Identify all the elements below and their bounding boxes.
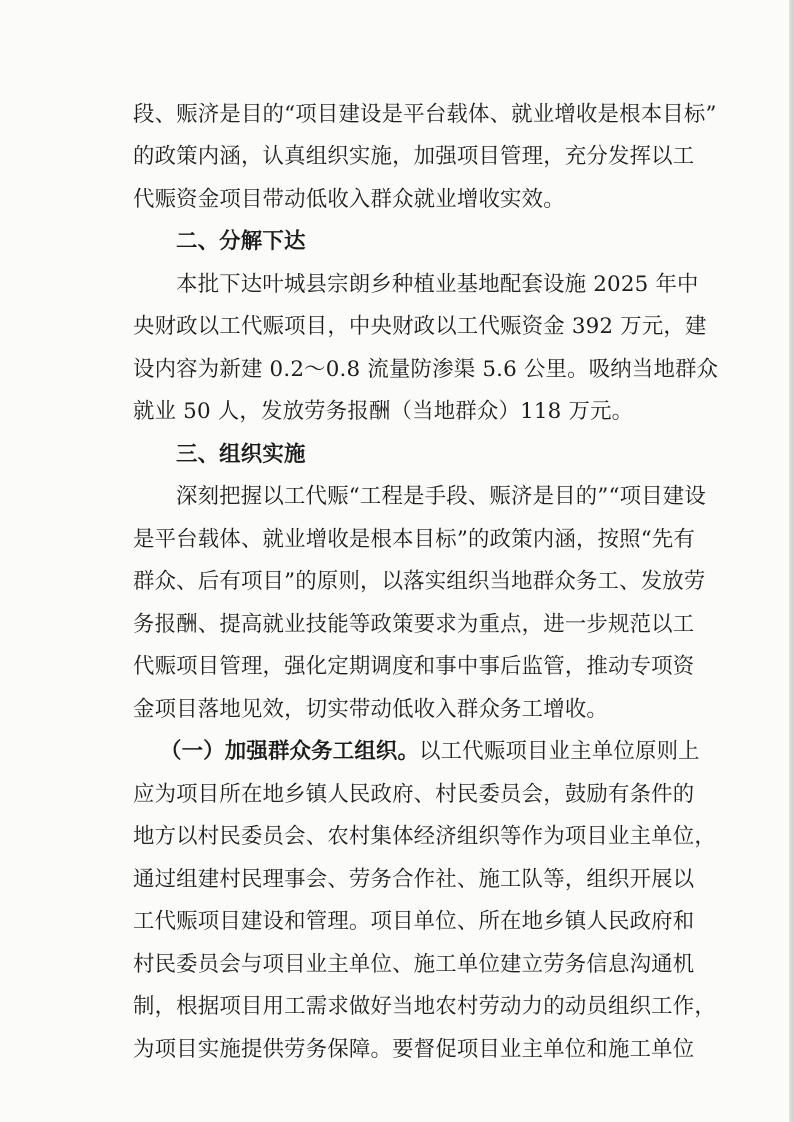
text-line: 务报酬、提高就业技能等政策要求为重点，进一步规范以工 — [133, 612, 695, 637]
section-heading: 三、组织实施 — [176, 442, 306, 467]
subsection-heading: （一）加强群众务工组织。 — [160, 739, 420, 764]
text-line: 群众、后有项目”的原则，以落实组织当地群众务工、发放劳 — [133, 569, 706, 594]
text-line: 应为项目所在地乡镇人民政府、村民委员会，鼓励有条件的 — [133, 782, 695, 807]
text-line: 的政策内涵，认真组织实施，加强项目管理，充分发挥以工 — [133, 144, 695, 169]
subsection-line — [160, 738, 700, 766]
text-line: 金项目落地见效，切实带动低收入群众务工增收。 — [133, 697, 608, 722]
text-line: 村民委员会与项目业主单位、施工单位建立劳务信息沟通机 — [133, 952, 695, 977]
text-line: 为项目实施提供劳务保障。要督促项目业主单位和施工单位 — [133, 1037, 695, 1062]
text-line: 就业 50 人，发放劳务报酬（当地群众）118 万元。 — [133, 399, 634, 424]
text-line: 工代赈项目建设和管理。项目单位、所在地乡镇人民政府和 — [133, 909, 695, 934]
text-line: 通过组建村民理事会、劳务合作社、施工队等，组织开展以 — [133, 867, 695, 892]
text-line: 制，根据项目用工需求做好当地农村劳动力的动员组织工作， — [133, 994, 716, 1019]
section-heading: 二、分解下达 — [176, 229, 306, 254]
text-line: 代赈资金项目带动低收入群众就业增收实效。 — [133, 187, 565, 212]
text-line: 央财政以工代赈项目，中央财政以工代赈资金 392 万元，建 — [133, 314, 707, 339]
text-line: 深刻把握以工代赈“工程是手段、赈济是目的”“项目建设 — [176, 484, 706, 509]
text-line: 本批下达叶城县宗朗乡种植业基地配套设施 2025 年中 — [176, 272, 699, 297]
text-line: 段、赈济是目的“项目建设是平台载体、就业增收是根本目标” — [133, 102, 717, 127]
text-line: 设内容为新建 0.2～0.8 流量防渗渠 5.6 公里。吸纳当地群众 — [133, 357, 719, 382]
text-line: 代赈项目管理，强化定期调度和事中事后监管，推动专项资 — [133, 654, 695, 679]
text-span: 以工代赈项目业主单位原则上 — [419, 739, 700, 764]
scan-edge — [789, 0, 793, 1122]
text-line: 地方以村民委员会、农村集体经济组织等作为项目业主单位， — [133, 824, 716, 849]
text-line: 是平台载体、就业增收是根本目标”的政策内涵，按照“先有 — [133, 527, 696, 552]
